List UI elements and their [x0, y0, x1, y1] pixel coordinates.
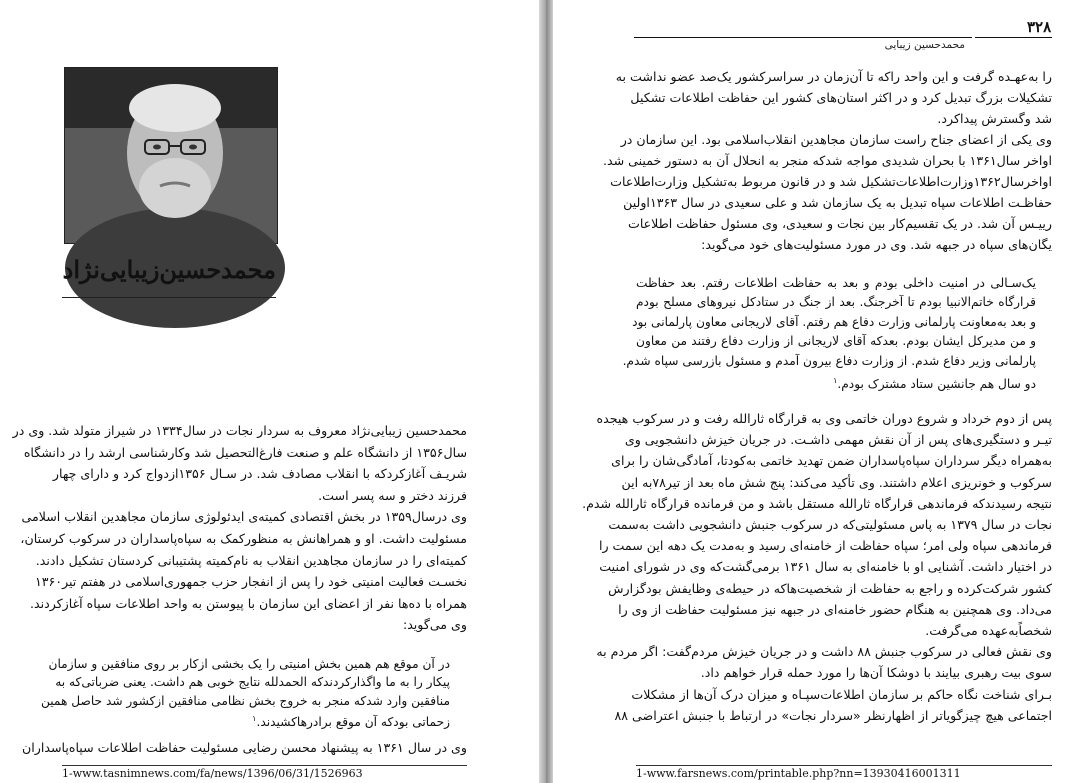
text-line: می‌داد. وی همچنین به هنگام حضور خامنه‌ای در جبهه نیز مسئولیت حفاظت از وی را	[618, 601, 1052, 617]
quote-line	[636, 371, 1036, 394]
quote-line: و بعد به‌معاونت پارلمانی وزارت دفاع هم رفتم. آقای لاریجانی معاون پارلمانی بود	[632, 314, 1036, 329]
quote-text: زحماتی بودکه آن موقع برادرهاکشیدند.	[256, 715, 450, 730]
footnote-separator	[62, 765, 467, 766]
text-line: فرماندهی سپاه ولی امر؛ سپاه حفاظت از خامنه‌ای رسید و به‌مدت یک دهه این سمت را	[598, 538, 1052, 554]
running-head: محمدحسین زیبایی	[884, 39, 965, 51]
text-line: بـرای شناخت نگاه حاکم بر سازمان اطلاعات‌سپـاه و میزان درک آن‌ها از مشکلات	[631, 686, 1052, 702]
text-line: سال۱۳۵۶ از دانشگاه علم و صنعت فارغ‌التحصیل شد وکارشناسی ارشد را در دانشگاه	[23, 444, 467, 460]
footnote-link-right[interactable]: 1-www.farsnews.com/printable.php?nn=13930416001311	[636, 767, 961, 780]
text-line: کشور شرکت‌کرده و راجع به حفاظت از شخصیت‌هاکه در حیطه‌ی وظایفش بودگزارش	[608, 580, 1052, 596]
text-line: شد وگسترش پیداکرد.	[937, 111, 1052, 126]
left-tail-text	[22, 737, 467, 759]
person-name: محمدحسین‌زیبایی‌نژاد	[62, 255, 276, 284]
text-line: کمیته‌ای را در سازمان مجاهدین انقلاب به نام‌کمیته پشتیبانی کردستان تشکیل دادند.	[35, 552, 467, 568]
text-line: به‌همراه دیگر سرداران سپاه‌پاسداران ضمن تهدید خاتمی به‌کودتا، آمادگی‌شان را برای	[611, 453, 1052, 469]
left-page	[0, 0, 539, 783]
text-line: همراه با ده‌ها نفر از اعضای این سازمان با پیوستن به واحد اطلاعات سپاه آغازکردند.	[30, 595, 467, 611]
quote-line	[62, 710, 450, 731]
quote-line: قرارگاه خاتم‌الانبیا بودم تا آخرجنگ. بعد از جنگ در ستادکل نیروهای مسلح بودم	[636, 295, 1036, 310]
text-line: تیـر و دستگیری‌های پس از آن نقش مهمی داشـت. در جریان خیزش دانشجویی وی	[624, 432, 1052, 448]
text-line: سوی بیت رهبری بیایند با دوشکا آن‌ها را مورد حمله قرار خواهم داد.	[700, 665, 1052, 681]
text-line: فرزند دختر و سه پسر است.	[318, 487, 467, 503]
text-line: یگان‌های سپاه در جبهه شد. وی در مورد مسئولیت‌های خود می‌گوید:	[701, 237, 1052, 252]
quote-line: منافقین وارد شدکه منجر به خروج بخش نظامی منافقین ازکشور شد حاصل همین	[40, 693, 450, 708]
text-line: وی درسال۱۳۵۹ در بخش اقتصادی کمیته‌ی ایدئولوژی سازمان مجاهدین انقلاب اسلامی	[21, 509, 467, 525]
quote-line: پارلمانی وزیر دفاع شدم. از وزارت دفاع بیرون آمدم و مسئول بازرسی سپاه شدم.	[622, 353, 1036, 368]
text-line: حفاظـت اطلاعات سپاه تبدیل به یک سازمان شد و علی سعیدی در سال ۱۳۶۳اولین	[623, 195, 1052, 210]
text-line: شریـف آغازکردکه با انقلاب مصادف شد. در سـال ۱۳۵۶ازدواج کرد و دارای چهار	[52, 466, 467, 482]
text-line: محمدحسین زیبایی‌نژاد معروف به سردار نجات در سال۱۳۳۴ در شیراز متولد شد. وی در	[12, 423, 467, 438]
footnote-marker: ۱	[833, 376, 838, 386]
text-line: اواخرسال۱۳۶۲وزارت‌اطلاعات‌تشکیل شد و در قانون مربوط به‌تشکیل وزارت‌اطلاعات	[610, 174, 1052, 189]
name-underline	[62, 297, 276, 298]
text-line: رییـس آن شد. در یک تقسیم‌کار بین نجات و سعیدی، وی مسئول حفاظت اطلاعات	[627, 216, 1052, 231]
text-line: نجات در سال ۱۳۷۹ به پاس مسئولیتی‌که در سرکوب جنبش دانشجویی داشت به‌سمت	[608, 517, 1052, 533]
footnote-link[interactable]: 1-www.tasnimnews.com/fa/news/1396/06/31/1526963	[62, 767, 363, 780]
text-line: نخسـت فعالیت امنیتی خود را پس از انفجار حزب جمهوری‌اسلامی در هفتم تیر۱۳۶۰	[35, 574, 467, 590]
text-line: پس از دوم خرداد و شروع دوران خاتمی وی به قرارگاه ثارالله رفت و در سرکوب هیجده	[596, 411, 1052, 426]
quote-line: یک‌سـالی در امنیت داخلی بودم و بعد به حفاظت اطلاعات رفتم. بعد حفاظت	[636, 276, 1036, 290]
left-body-text	[12, 420, 467, 636]
right-body-text-1	[602, 66, 1052, 255]
text-line: شخصاًبه‌عهده می‌گرفت.	[925, 623, 1052, 639]
quote-text: دو سال هم جانشین ستاد مشترک بودم.	[837, 377, 1036, 392]
text-line: وی می‌گوید:	[402, 617, 467, 633]
text-line: اواخر سال۱۳۶۱ با بحران شدیدی مواجه شدکه منجر به انحلال آن به دستور خمینی شد.	[602, 153, 1052, 168]
text-line: نتیجه رسیدندکه فرماندهی قرارگاه ثارالله مستقل باشد و من فرمانده قرارگاه ثارالله شدم.	[582, 495, 1052, 511]
footnote-marker: ۱	[252, 714, 257, 724]
text-line: مسئولیت داشت. او و همراهانش به منظورکمک به سپاه‌پاسداران در سرکوب کرستان،	[20, 530, 467, 546]
text-line: در اختیار داشت. آشنایی او با خامنه‌ای به سال ۱۳۶۱ برمی‌گشت‌که وی در شورای امنیت	[599, 559, 1052, 575]
text-line: را به‌عهـده گرفت و این واحد راکه تا آن‌زمان در سراسرکشور یک‌صد عضو نداشت به	[615, 69, 1052, 84]
book-gutter	[539, 0, 553, 783]
text-line: وی در سال ۱۳۶۱ به پیشنهاد محسن رضایی مسئولیت حفاظت اطلاعات سپاه‌پاسداران	[22, 740, 467, 755]
quote-line: و من مدیرکل ایشان بودم. بعدکه آقای لاریجانی از وزارت دفاع رفتند من معاون	[636, 334, 1036, 349]
text-line: وی نقش فعالی در سرکوب جنبش ۸۸ داشت و در جریان خیزش مردم‌گفت: اگر مردم به	[596, 644, 1052, 660]
page-number: ۳۲۸	[1027, 18, 1052, 36]
text-line: اجتماعی هیچ چیزگویاتر از اظهارنظر «سردار نجات» در ارتباط با جنبش اعتراضی ۸۸	[614, 707, 1052, 723]
text-line: سرکوب و خونریزی اعلام داشتند. وی تأکید می‌کند: پنج شش ماه بعد از تیر۷۸به این	[621, 474, 1052, 490]
page-number-rule	[975, 37, 1052, 38]
footnote-separator-right	[636, 765, 1052, 766]
portrait-photo	[64, 67, 278, 244]
quote-line: در آن موقع هم همین بخش امنیتی را یک بخشی ازکار بر روی منافقین و سازمان	[48, 657, 450, 671]
text-line: وی یکی از اعضای جناح راست سازمان مجاهدین انقلاب‌اسلامی بود. این سازمان در	[620, 132, 1052, 147]
quote-line: پیکار را به ما واگذارکردندکه الحمدلله نتایج خوبی هم داشت. یعنی ضرباتی‌که به	[55, 675, 450, 690]
right-quote-block	[622, 274, 1036, 395]
text-line: تشکیلات بزرگ تبدیل کرد و در اکثر استان‌های کشور این حفاظت اطلاعات تشکیل	[630, 90, 1052, 105]
left-quote-block	[40, 655, 450, 732]
running-head-rule	[634, 37, 972, 38]
right-body-text-2	[582, 408, 1052, 726]
